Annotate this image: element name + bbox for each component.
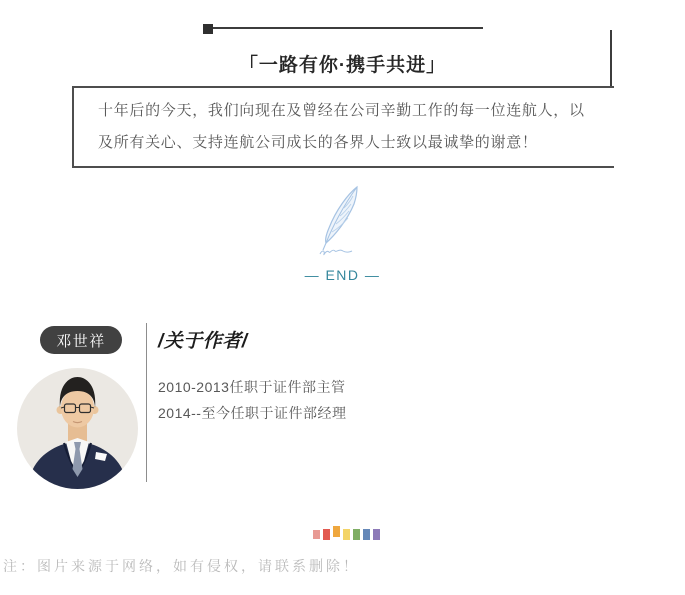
color-bar <box>353 529 360 540</box>
color-bar <box>323 529 330 540</box>
intro-message-box <box>72 86 614 168</box>
color-bar <box>373 529 380 540</box>
intro-message-text: 十年后的今天，我们向现在及曾经在公司辛勤工作的每一位连航人，以及所有关心、支持连航公司成长的各界人士致以最诚挚的谢意！ <box>98 102 585 151</box>
decorative-square <box>203 24 213 34</box>
author-name: 邓世祥 <box>56 332 106 350</box>
color-bar <box>343 529 350 540</box>
about-author-heading: /关于作者/ <box>158 331 248 352</box>
page-title: 「一路有你·携手共进」 <box>238 55 447 76</box>
feather-icon <box>310 184 374 260</box>
author-name-badge <box>40 326 122 354</box>
color-bar <box>333 526 340 537</box>
top-rule-line <box>213 27 483 29</box>
career-line-2: 2014--至今任职于证件部经理 <box>158 405 347 421</box>
color-bar <box>363 529 370 540</box>
color-bars-divider <box>313 526 380 542</box>
career-line-1: 2010-2013任职于证件部主管 <box>158 379 346 395</box>
author-avatar-photo <box>17 368 138 489</box>
image-source-note: 注：图片来源于网络，如有侵权，请联系删除！ <box>3 558 360 574</box>
end-divider-label: — END — <box>304 267 381 283</box>
vertical-divider-line <box>146 323 147 482</box>
color-bar <box>313 530 320 539</box>
